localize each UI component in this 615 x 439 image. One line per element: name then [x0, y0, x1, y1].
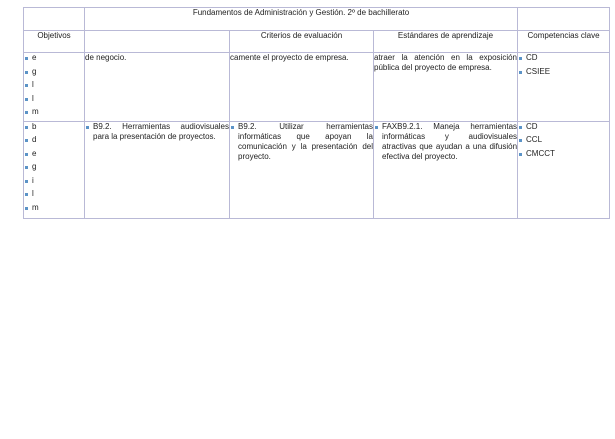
list-item: m	[24, 203, 84, 213]
header-objetivos: Objetivos	[24, 31, 85, 53]
list-item: b	[24, 122, 84, 132]
estandares-cell	[374, 121, 518, 218]
objetivos-list	[24, 122, 84, 213]
header-criterios: Criterios de evaluación	[230, 31, 374, 53]
column-header-row	[24, 31, 610, 53]
list-item: e	[24, 149, 84, 159]
list-item: g	[24, 67, 84, 77]
contenidos-list	[85, 122, 229, 142]
table-title-row	[24, 8, 610, 31]
table-title: Fundamentos de Administración y Gestión. 2º de bachillerato	[85, 8, 518, 31]
estandares-list	[374, 122, 517, 162]
list-item: CD	[518, 122, 609, 132]
list-item: l	[24, 80, 84, 90]
title-corner-cell	[24, 8, 85, 31]
competencias-cell	[518, 53, 610, 122]
estandares-cell	[374, 53, 518, 122]
list-item: g	[24, 162, 84, 172]
competencias-cell	[518, 121, 610, 218]
table-row	[24, 121, 610, 218]
objetivos-cell	[24, 53, 85, 122]
list-item: m	[24, 107, 84, 117]
objetivos-cell	[24, 121, 85, 218]
list-item: CCL	[518, 135, 609, 145]
contenidos-cell	[85, 121, 230, 218]
estandar-text: atraer la atención en la exposición pública del proyecto de empresa.	[374, 53, 518, 72]
competencias-list	[518, 122, 609, 159]
list-item: l	[24, 189, 84, 199]
list-item: i	[24, 176, 84, 186]
contenido-text: de negocio.	[85, 53, 127, 62]
criterio-text: camente el proyecto de empresa.	[230, 53, 349, 62]
curriculum-table	[23, 7, 610, 219]
list-item: e	[24, 53, 84, 63]
contenido-text: B9.2. Herramientas audiovisuales para la presentación de proyectos.	[85, 122, 229, 142]
title-right-cell	[518, 8, 610, 31]
criterios-cell	[230, 53, 374, 122]
header-estandares: Estándares de aprendizaje	[374, 31, 518, 53]
list-item: CD	[518, 53, 609, 63]
criterios-cell	[230, 121, 374, 218]
list-item: CMCCT	[518, 149, 609, 159]
header-competencias: Competencias clave	[518, 31, 610, 53]
criterio-text: B9.2. Utilizar herramientas informáticas que apoyan la comunicación y la presentación del proyecto.	[230, 122, 373, 162]
contenidos-cell	[85, 53, 230, 122]
table-row	[24, 53, 610, 122]
list-item: d	[24, 135, 84, 145]
estandar-text: FAXB9.2.1. Maneja herramientas informáticas y audiovisuales atractivas que ayudan a una difusión efectiva del proyecto.	[374, 122, 517, 162]
header-contenidos	[85, 31, 230, 53]
competencias-list	[518, 53, 609, 77]
list-item: l	[24, 94, 84, 104]
objetivos-list	[24, 53, 84, 117]
criterios-list	[230, 122, 373, 162]
list-item: CSIEE	[518, 67, 609, 77]
